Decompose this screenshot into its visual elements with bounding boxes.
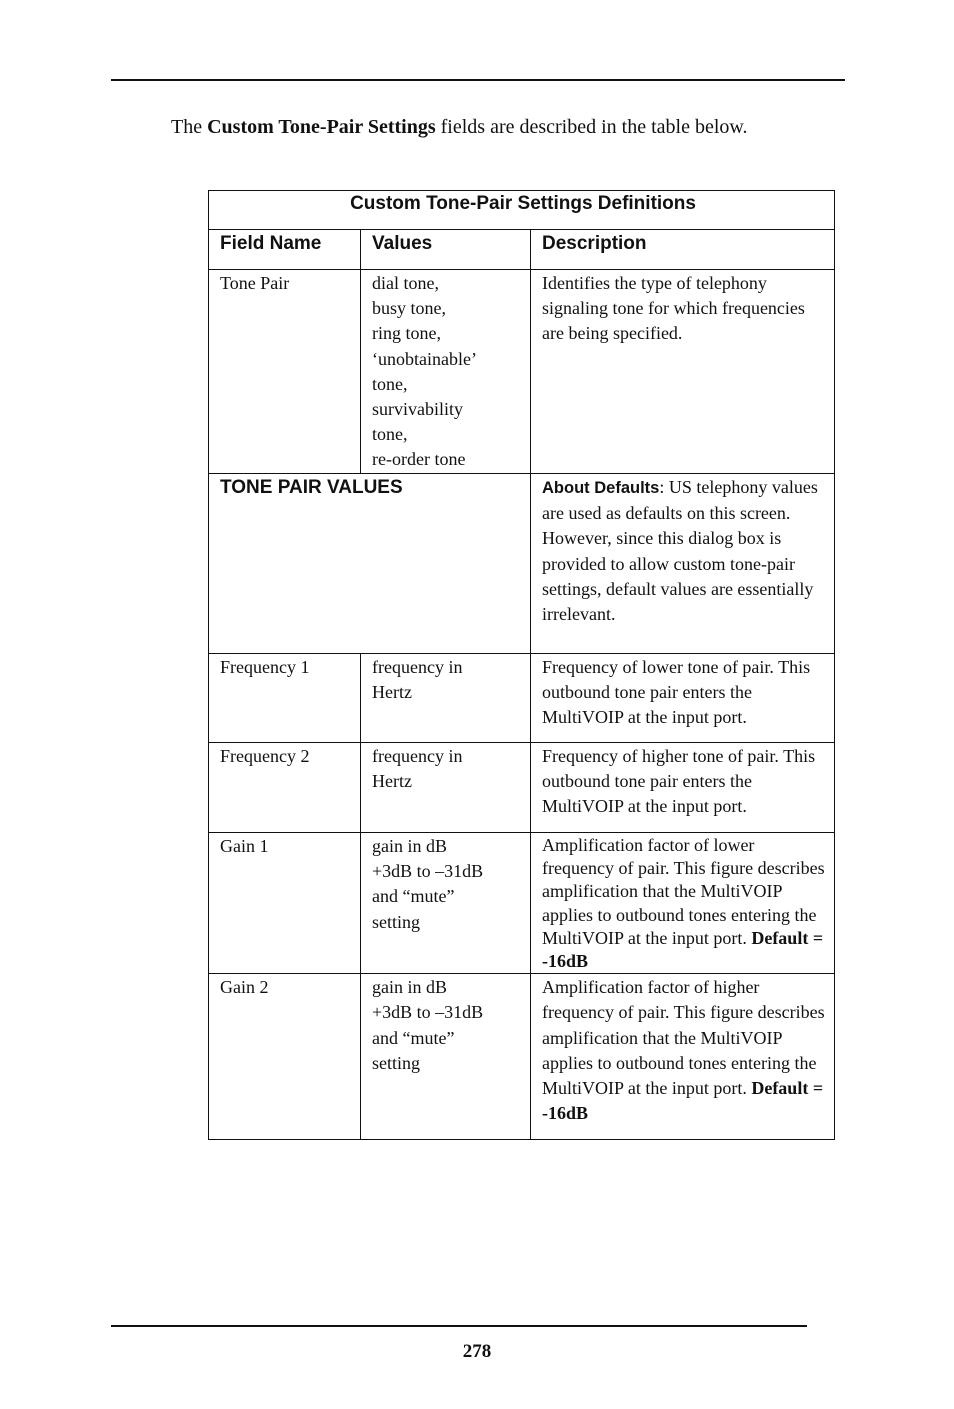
header-values: Values (361, 230, 531, 270)
table-title: Custom Tone-Pair Settings Definitions (209, 191, 835, 230)
description-cell (531, 974, 835, 1140)
header-rule (111, 79, 845, 81)
value-line: tone, (372, 373, 408, 394)
value-line: frequency in (372, 746, 463, 766)
header-field-name: Field Name (209, 230, 361, 270)
value-line: tone, (372, 424, 408, 445)
field-name-cell: Frequency 2 (209, 743, 361, 833)
table-row (209, 743, 835, 833)
value-line: dial tone, (372, 273, 439, 293)
field-name-cell: Gain 1 (209, 833, 361, 974)
value-line: gain in dB (372, 977, 447, 998)
page-number: 278 (462, 1341, 492, 1362)
default-value: Default = -16dB (542, 927, 824, 972)
value-line: ring tone, (372, 323, 441, 344)
value-line: Hertz (372, 682, 412, 703)
table-row (209, 654, 835, 743)
section-label: TONE PAIR VALUES (209, 474, 531, 654)
table-row (209, 974, 835, 1140)
definitions-table (208, 190, 835, 1140)
description-cell: Frequency of lower tone of pair. This outbound tone pair enters the MultiVOIP at the input port. (531, 654, 835, 743)
value-line: re-order tone (372, 449, 466, 470)
about-defaults-text: : US telephony values are used as defaults on this screen. However, since this dialog box is provided to allow custom tone-pair settings, default values are essentially irrelevant. (542, 477, 818, 625)
value-line: ‘unobtainable’ (372, 348, 477, 369)
values-cell (361, 833, 531, 974)
value-line: Hertz (372, 771, 412, 792)
table-header-row (209, 230, 835, 270)
value-line: setting (372, 1052, 420, 1073)
intro-suffix: fields are described in the table below. (435, 116, 748, 138)
value-line: and “mute” (372, 1027, 455, 1048)
intro-prefix: The (171, 116, 208, 138)
default-value: Default = -16dB (542, 1078, 824, 1124)
about-defaults-label: About Defaults (542, 479, 660, 497)
section-row (209, 474, 835, 654)
values-cell (361, 270, 531, 474)
table-row (209, 833, 835, 974)
field-name-cell: Gain 2 (209, 974, 361, 1140)
field-name-cell: Tone Pair (209, 270, 361, 474)
description-cell: Frequency of higher tone of pair. This outbound tone pair enters the MultiVOIP at the input port. (531, 743, 835, 833)
values-cell (361, 743, 531, 833)
footer-rule (111, 1325, 807, 1327)
value-line: gain in dB (372, 836, 447, 856)
description-text: Amplification factor of higher frequency of pair. This figure describes amplification that the MultiVOIP applies to outbound tones entering the MultiVOIP at the input port. (542, 977, 825, 1099)
value-line: and “mute” (372, 886, 455, 907)
value-line: survivability (372, 399, 463, 420)
values-cell (361, 974, 531, 1140)
description-cell (531, 833, 835, 974)
value-line: setting (372, 911, 420, 932)
values-cell (361, 654, 531, 743)
value-line: busy tone, (372, 298, 446, 319)
table-row (209, 270, 835, 474)
description-text: Amplification factor of lower frequency of pair. This figure describes amplification that the MultiVOIP applies to outbound tones entering the MultiVOIP at the input port. (542, 835, 825, 948)
value-line: frequency in (372, 657, 463, 677)
intro-paragraph (171, 113, 748, 141)
header-description: Description (531, 230, 835, 270)
field-name-cell: Frequency 1 (209, 654, 361, 743)
about-defaults-cell (531, 474, 835, 654)
value-line: +3dB to –31dB (372, 1002, 484, 1023)
intro-bold-term: Custom Tone-Pair Settings (207, 116, 436, 138)
value-line: +3dB to –31dB (372, 861, 484, 882)
table-title-row (209, 191, 835, 230)
description-cell: Identifies the type of telephony signaling tone for which frequencies are being specified. (531, 270, 835, 474)
